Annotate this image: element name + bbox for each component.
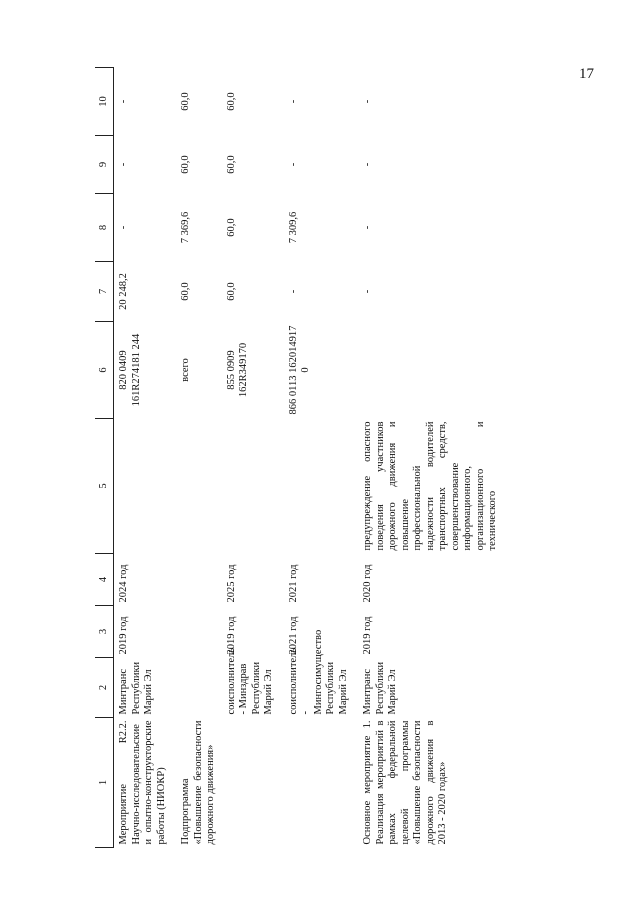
header-row bbox=[95, 68, 114, 848]
table-cell: Основное мероприятие 1. Реализация мероприятий в рамках федеральной целевой программы «Повышение безопасности дорожного движения в 2013 - 2020 годах» bbox=[362, 720, 448, 845]
table-cell: предупреждение опасного поведения участников дорожного движения и повышение профессиональной надежности водителей транспортных средств, совершенствование информационного, организационного и технического bbox=[362, 421, 498, 551]
table-cell bbox=[172, 554, 222, 606]
column-header: 2 bbox=[95, 658, 114, 718]
column-header: 8 bbox=[95, 194, 114, 262]
column-header: 9 bbox=[95, 136, 114, 194]
table-cell bbox=[222, 718, 280, 848]
table-cell: 820 0409 161R274181 244 bbox=[118, 333, 142, 407]
table-cell: - bbox=[362, 225, 373, 230]
table-cell bbox=[172, 419, 222, 554]
table-cell: 2024 год bbox=[118, 564, 129, 603]
table-cell: 2019 год bbox=[118, 616, 129, 655]
table-cell: - bbox=[287, 289, 299, 294]
table-cell: 2025 год bbox=[225, 564, 237, 603]
table-row bbox=[172, 68, 222, 848]
table-cell: 2020 год bbox=[362, 564, 373, 603]
table-cell: 2019 год bbox=[225, 616, 237, 655]
table-cell: - bbox=[118, 99, 129, 104]
table-cell: 2019 год bbox=[362, 616, 373, 655]
table-cell: - bbox=[362, 162, 373, 167]
table-cell: 866 0113 162014917 0 bbox=[287, 325, 311, 415]
table-cell: Подпрограмма «Повышение безопасности дорожного движения» bbox=[180, 720, 216, 845]
table-cell: - bbox=[118, 162, 129, 167]
table-cell: 2021 год bbox=[287, 564, 299, 603]
table-cell: Мероприятие R2.2. Научно-исследовательские и опытно-конструкторские работы (НИОКР) bbox=[118, 720, 167, 845]
table-cell: - bbox=[118, 225, 129, 230]
column-header: 1 bbox=[95, 718, 114, 848]
column-header: 10 bbox=[95, 68, 114, 136]
table-cell: Минтранс Республики Марий Эл bbox=[362, 661, 398, 715]
column-header: 4 bbox=[95, 554, 114, 606]
table-cell: - bbox=[362, 99, 373, 104]
table-cell bbox=[222, 419, 280, 554]
table-cell bbox=[114, 419, 173, 554]
table-cell: 7 309,6 bbox=[287, 211, 299, 244]
table-cell: 60,0 bbox=[225, 218, 237, 237]
table-cell: соисполнитель - Мингосимущество Республики Марий Эл bbox=[287, 629, 349, 715]
table-cell: 20 248,2 bbox=[118, 273, 129, 310]
column-header: 3 bbox=[95, 606, 114, 658]
table-row bbox=[114, 68, 173, 848]
table-cell: 60,0 bbox=[180, 155, 191, 174]
table-cell bbox=[354, 322, 504, 419]
table-cell bbox=[280, 419, 355, 554]
table-cell: 60,0 bbox=[225, 282, 237, 301]
data-table bbox=[95, 67, 504, 848]
table-cell bbox=[280, 718, 355, 848]
column-header: 6 bbox=[95, 322, 114, 419]
table-cell: 2021 год bbox=[287, 616, 299, 655]
page-number: 17 bbox=[579, 66, 594, 82]
table-cell: - bbox=[287, 99, 299, 104]
rotated-table-container bbox=[95, 68, 615, 848]
table-cell: соисполнитель - Минздрав Республики Марий Эл bbox=[225, 647, 274, 715]
table-cell bbox=[172, 658, 222, 718]
table-cell: 7 369,6 bbox=[180, 211, 191, 244]
table-cell: всего bbox=[180, 358, 191, 382]
table-row bbox=[222, 68, 280, 848]
table-cell: - bbox=[362, 289, 373, 294]
column-header: 5 bbox=[95, 419, 114, 554]
table-row bbox=[354, 68, 504, 848]
table-cell: 855 0909 162R349170 bbox=[225, 342, 249, 398]
table-cell: 60,0 bbox=[180, 92, 191, 111]
column-header: 7 bbox=[95, 262, 114, 322]
table-cell: 60,0 bbox=[180, 282, 191, 301]
table-cell: 60,0 bbox=[225, 155, 237, 174]
table-cell bbox=[172, 606, 222, 658]
table-cell: - bbox=[287, 162, 299, 167]
table-cell: 60,0 bbox=[225, 92, 237, 111]
table-row bbox=[280, 68, 355, 848]
table-cell: Минтранс Республики Марий Эл bbox=[118, 661, 154, 715]
